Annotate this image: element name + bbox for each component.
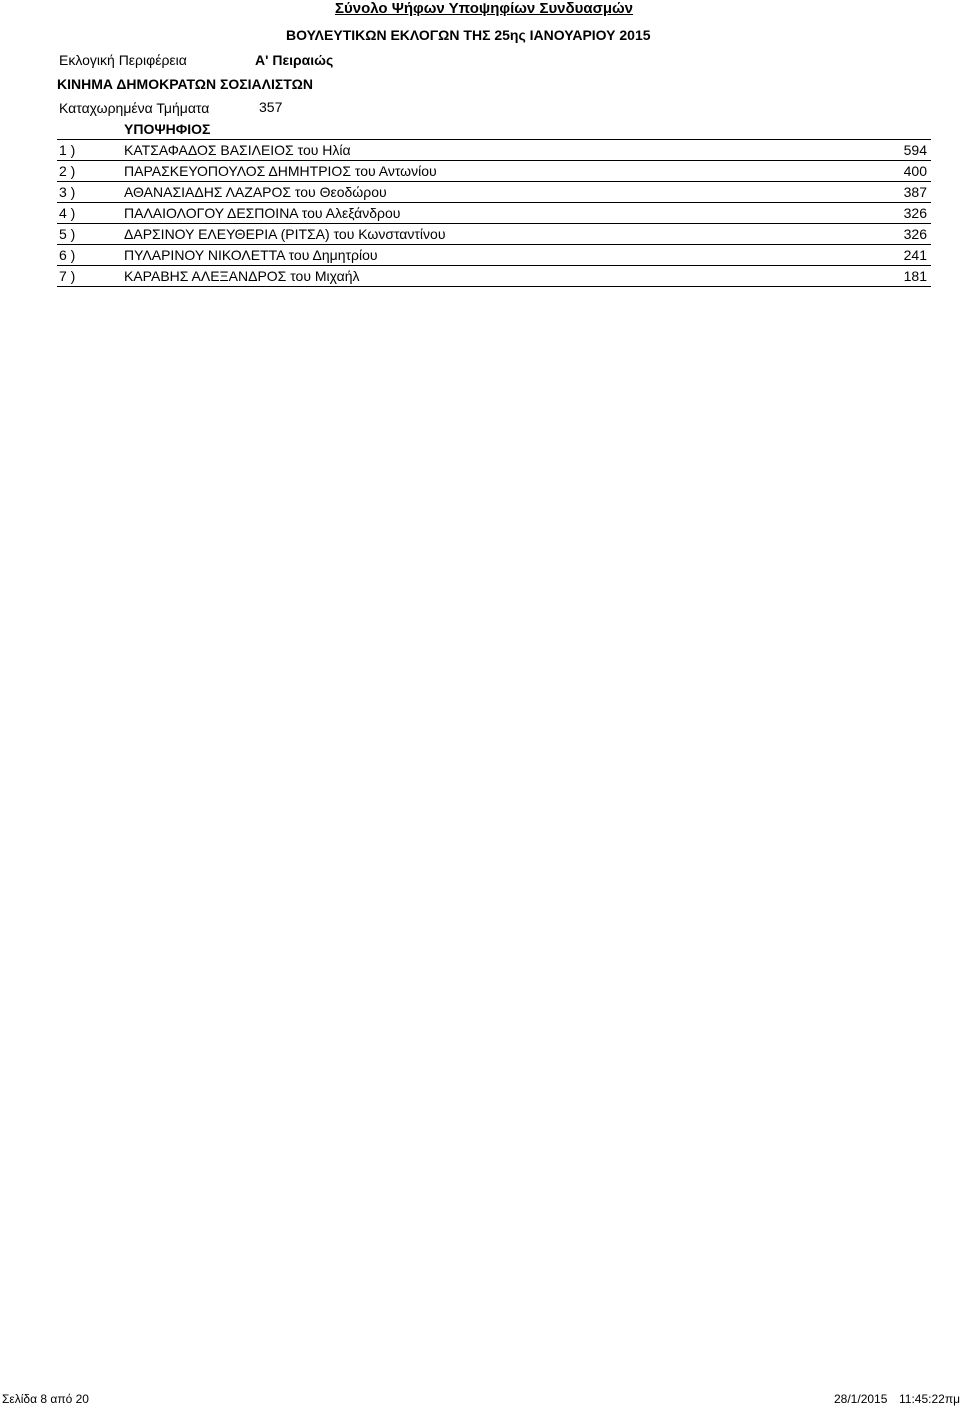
candidate-votes: 387 (903, 184, 927, 200)
row-index: 2 ) (59, 163, 76, 179)
candidate-votes: 326 (903, 205, 927, 221)
table-row (57, 203, 931, 224)
candidate-votes: 400 (903, 163, 927, 179)
sections-label: Καταχωρημένα Τμήματα (59, 100, 210, 116)
table-body (57, 140, 931, 287)
report-title: Σύνολο Ψήφων Υποψηφίων Συνδυασμών (335, 0, 634, 17)
candidate-name: ΑΘΑΝΑΣΙΑΔΗΣ ΛΑΖΑΡΟΣ του Θεοδώρου (124, 184, 387, 200)
print-date: 28/1/2015 (834, 1392, 888, 1406)
table-row (57, 182, 931, 203)
table-row (57, 266, 931, 287)
column-header-candidate: ΥΠΟΨΗΦΙΟΣ (124, 121, 211, 137)
region-value: Α' Πειραιώς (255, 52, 334, 68)
candidate-votes: 181 (903, 268, 927, 284)
party-name: ΚΙΝΗΜΑ ΔΗΜΟΚΡΑΤΩΝ ΣΟΣΙΑΛΙΣΤΩΝ (57, 76, 313, 92)
candidate-name: ΠΑΡΑΣΚΕΥΟΠΟΥΛΟΣ ΔΗΜΗΤΡΙΟΣ του Αντωνίου (124, 163, 437, 179)
candidate-name: ΠΑΛΑΙΟΛΟΓΟΥ ΔΕΣΠΟΙΝΑ του Αλεξάνδρου (124, 205, 401, 221)
candidate-name: ΔΑΡΣΙΝΟΥ ΕΛΕΥΘΕΡΙΑ (ΡΙΤΣΑ) του Κωνσταντίνου (124, 226, 446, 242)
report-subtitle: ΒΟΥΛΕΥΤΙΚΩΝ ΕΚΛΟΓΩΝ ΤΗΣ 25ης ΙΑΝΟΥΑΡΙΟΥ 2015 (286, 27, 651, 43)
print-time: 11:45:22πμ (899, 1392, 960, 1406)
table-row (57, 224, 931, 245)
table-row (57, 161, 931, 182)
candidate-name: ΠΥΛΑΡΙΝΟΥ ΝΙΚΟΛΕΤΤΑ του Δημητρίου (124, 247, 378, 263)
candidate-votes: 326 (903, 226, 927, 242)
row-index: 6 ) (59, 247, 76, 263)
region-label: Εκλογική Περιφέρεια (59, 52, 187, 68)
table-row (57, 245, 931, 266)
candidates-table (57, 118, 931, 287)
row-index: 5 ) (59, 226, 76, 242)
candidate-votes: 241 (903, 247, 927, 263)
candidate-votes: 594 (903, 142, 927, 158)
candidate-name: ΚΑΤΣΑΦΑΔΟΣ ΒΑΣΙΛΕΙΟΣ του Ηλία (124, 142, 351, 158)
table-row (57, 140, 931, 161)
page-indicator: Σελίδα 8 από 20 (2, 1392, 89, 1406)
sections-value: 357 (259, 99, 283, 115)
table-header (57, 118, 931, 140)
row-index: 3 ) (59, 184, 76, 200)
row-index: 7 ) (59, 268, 76, 284)
row-index: 1 ) (59, 142, 76, 158)
row-index: 4 ) (59, 205, 76, 221)
candidate-name: ΚΑΡΑΒΗΣ ΑΛΕΞΑΝΔΡΟΣ του Μιχαήλ (124, 268, 360, 284)
